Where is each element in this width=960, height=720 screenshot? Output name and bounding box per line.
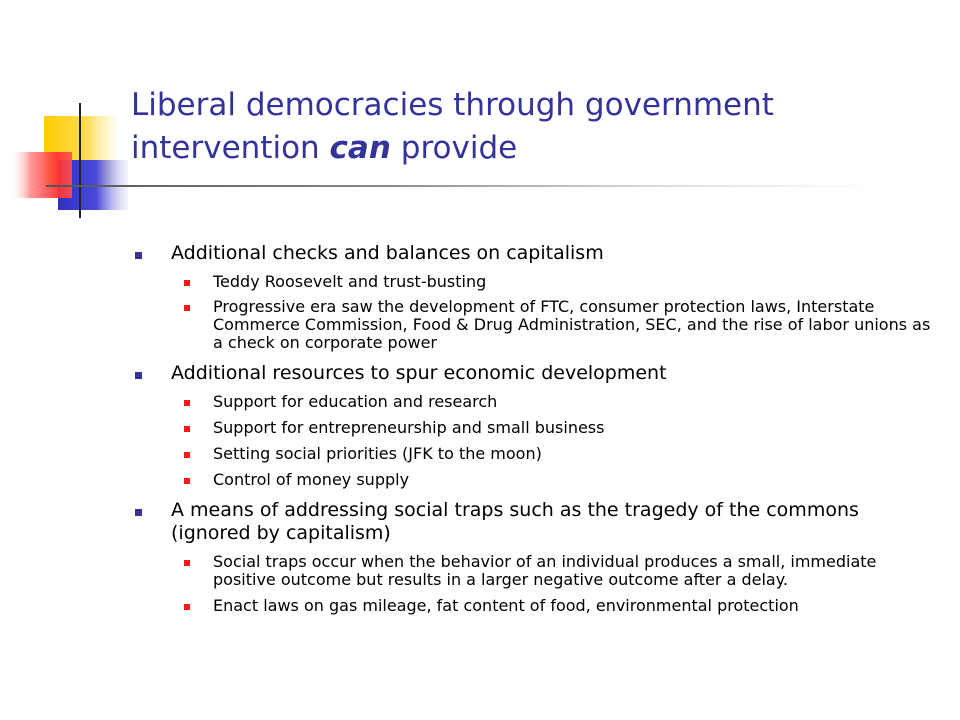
slide-title xyxy=(131,84,931,170)
corner-decoration xyxy=(0,0,140,220)
sub-bullet-education: Support for education and research xyxy=(134,393,934,411)
sub-bullet-enact-laws: Enact laws on gas mileage, fat content of food, environmental protection xyxy=(134,597,934,615)
title-underline xyxy=(46,185,876,187)
title-text-end: provide xyxy=(390,130,518,166)
bullet-social-traps: A means of addressing social traps such as the tragedy of the commons (ignored by capitalism) xyxy=(134,499,934,545)
sub-bullet-social-traps-definition: Social traps occur when the behavior of an individual produces a small, immediate positive outcome but results in a larger negative outcome after a delay. xyxy=(134,553,934,589)
red-square xyxy=(12,152,72,198)
sub-bullet-social-priorities: Setting social priorities (JFK to the moon) xyxy=(134,445,934,463)
bullet-checks-balances: Additional checks and balances on capitalism xyxy=(134,242,934,265)
title-text: Liberal democracies through government intervention xyxy=(131,87,774,166)
bullet-economic-development: Additional resources to spur economic development xyxy=(134,362,934,385)
sub-bullet-roosevelt: Teddy Roosevelt and trust-busting xyxy=(134,273,934,291)
sub-bullet-progressive-era: Progressive era saw the development of FTC, consumer protection laws, Interstate Commerce Commission, Food & Drug Administration, SEC, and the rise of labor unions as a check on corporate power xyxy=(134,298,934,352)
sub-bullet-entrepreneurship: Support for entrepreneurship and small business xyxy=(134,419,934,437)
sub-bullet-money-supply: Control of money supply xyxy=(134,471,934,489)
slide-body xyxy=(134,242,934,615)
title-emphasis: can xyxy=(329,130,391,166)
